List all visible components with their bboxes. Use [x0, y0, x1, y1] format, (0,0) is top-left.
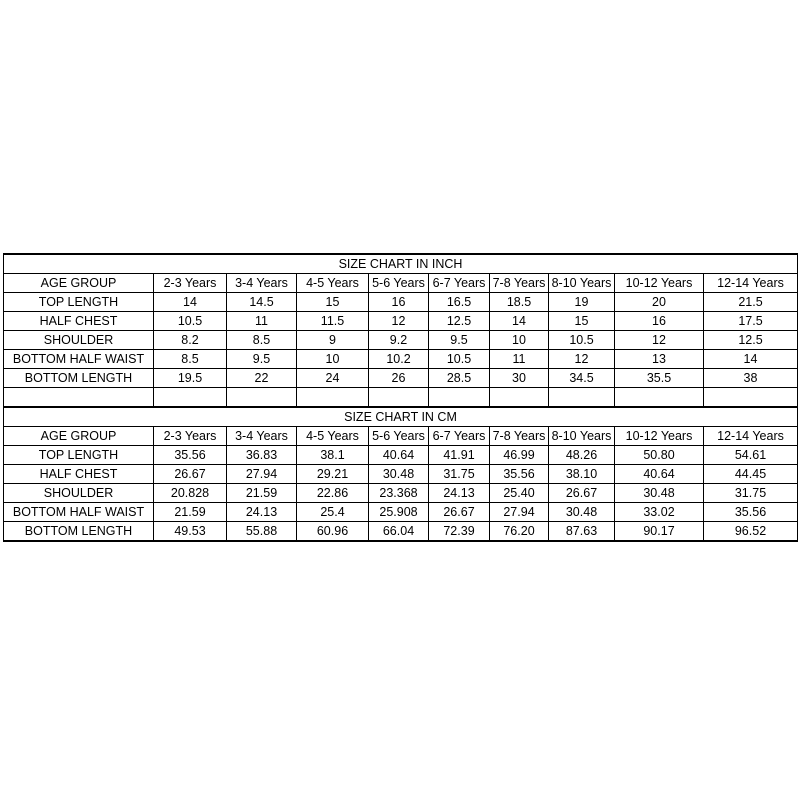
- row-label: HALF CHEST: [4, 312, 154, 331]
- table-cell: 60.96: [297, 522, 369, 542]
- table-cell: 35.56: [154, 446, 227, 465]
- table-cell: 14.5: [227, 293, 297, 312]
- table-cell: 40.64: [615, 465, 704, 484]
- table-cell: 24.13: [429, 484, 490, 503]
- table-cell: 20: [615, 293, 704, 312]
- table-cell: 38: [704, 369, 798, 388]
- table-cell: 25.40: [490, 484, 549, 503]
- table-cell: 9.2: [369, 331, 429, 350]
- table-row: [4, 522, 798, 542]
- table-cell: 26.67: [429, 503, 490, 522]
- header-cell: 8-10 Years: [549, 427, 615, 446]
- separator-cell: [154, 388, 227, 408]
- table-cell: 11: [490, 350, 549, 369]
- row-label: HALF CHEST: [4, 465, 154, 484]
- table-cell: 9.5: [429, 331, 490, 350]
- table-cell: 41.91: [429, 446, 490, 465]
- table-cell: 35.5: [615, 369, 704, 388]
- table-cell: 36.83: [227, 446, 297, 465]
- table-cell: 33.02: [615, 503, 704, 522]
- table-cell: 30.48: [615, 484, 704, 503]
- table-cell: 9: [297, 331, 369, 350]
- table-cell: 15: [549, 312, 615, 331]
- table-cell: 24: [297, 369, 369, 388]
- table-cell: 54.61: [704, 446, 798, 465]
- header-cell: 4-5 Years: [297, 427, 369, 446]
- table-cell: 38.10: [549, 465, 615, 484]
- table-cell: 87.63: [549, 522, 615, 542]
- header-cell: 7-8 Years: [490, 274, 549, 293]
- header-cell: 10-12 Years: [615, 274, 704, 293]
- table-cell: 35.56: [490, 465, 549, 484]
- cm-table-title: SIZE CHART IN CM: [4, 407, 798, 427]
- table-cell: 30.48: [369, 465, 429, 484]
- row-label: BOTTOM HALF WAIST: [4, 503, 154, 522]
- table-cell: 30: [490, 369, 549, 388]
- table-cell: 26.67: [154, 465, 227, 484]
- table-cell: 26: [369, 369, 429, 388]
- header-cell: 2-3 Years: [154, 427, 227, 446]
- table-cell: 11: [227, 312, 297, 331]
- table-cell: 25.4: [297, 503, 369, 522]
- separator-cell: [297, 388, 369, 408]
- header-cell: 6-7 Years: [429, 427, 490, 446]
- table-cell: 26.67: [549, 484, 615, 503]
- table-cell: 11.5: [297, 312, 369, 331]
- table-cell: 8.5: [154, 350, 227, 369]
- cm-header-row: [4, 427, 798, 446]
- table-cell: 50.80: [615, 446, 704, 465]
- table-cell: 10.5: [549, 331, 615, 350]
- table-row: [4, 484, 798, 503]
- table-cell: 12: [369, 312, 429, 331]
- table-cell: 22: [227, 369, 297, 388]
- table-cell: 66.04: [369, 522, 429, 542]
- table-cell: 96.52: [704, 522, 798, 542]
- header-cell: 8-10 Years: [549, 274, 615, 293]
- header-age-group: AGE GROUP: [4, 427, 154, 446]
- table-cell: 10.5: [154, 312, 227, 331]
- table-cell: 14: [490, 312, 549, 331]
- table-cell: 21.59: [227, 484, 297, 503]
- table-cell: 10.2: [369, 350, 429, 369]
- inch-table-title: SIZE CHART IN INCH: [4, 254, 798, 274]
- row-label: BOTTOM LENGTH: [4, 369, 154, 388]
- table-row: [4, 331, 798, 350]
- table-cell: 27.94: [227, 465, 297, 484]
- header-cell: 5-6 Years: [369, 427, 429, 446]
- separator-cell: [227, 388, 297, 408]
- header-cell: 12-14 Years: [704, 427, 798, 446]
- size-chart-table: [3, 253, 798, 542]
- separator-row: [4, 388, 798, 408]
- table-row: [4, 503, 798, 522]
- header-cell: 3-4 Years: [227, 274, 297, 293]
- table-cell: 8.2: [154, 331, 227, 350]
- table-cell: 21.59: [154, 503, 227, 522]
- header-cell: 3-4 Years: [227, 427, 297, 446]
- table-cell: 44.45: [704, 465, 798, 484]
- table-cell: 13: [615, 350, 704, 369]
- cm-title-row: [4, 407, 798, 427]
- table-cell: 16: [615, 312, 704, 331]
- row-label: TOP LENGTH: [4, 293, 154, 312]
- table-cell: 19.5: [154, 369, 227, 388]
- inch-title-row: [4, 254, 798, 274]
- table-cell: 17.5: [704, 312, 798, 331]
- table-row: [4, 369, 798, 388]
- row-label: SHOULDER: [4, 484, 154, 503]
- size-chart: [3, 253, 797, 542]
- table-cell: 19: [549, 293, 615, 312]
- table-cell: 31.75: [429, 465, 490, 484]
- table-cell: 31.75: [704, 484, 798, 503]
- table-cell: 35.56: [704, 503, 798, 522]
- row-label: TOP LENGTH: [4, 446, 154, 465]
- header-cell: 5-6 Years: [369, 274, 429, 293]
- table-cell: 10: [490, 331, 549, 350]
- table-cell: 14: [154, 293, 227, 312]
- table-cell: 12.5: [704, 331, 798, 350]
- table-cell: 15: [297, 293, 369, 312]
- table-cell: 30.48: [549, 503, 615, 522]
- table-cell: 38.1: [297, 446, 369, 465]
- table-cell: 10: [297, 350, 369, 369]
- table-cell: 55.88: [227, 522, 297, 542]
- table-cell: 21.5: [704, 293, 798, 312]
- table-cell: 20.828: [154, 484, 227, 503]
- table-row: [4, 446, 798, 465]
- table-cell: 49.53: [154, 522, 227, 542]
- table-cell: 29.21: [297, 465, 369, 484]
- table-cell: 40.64: [369, 446, 429, 465]
- separator-cell: [549, 388, 615, 408]
- row-label: BOTTOM HALF WAIST: [4, 350, 154, 369]
- separator-cell: [4, 388, 154, 408]
- header-cell: 7-8 Years: [490, 427, 549, 446]
- row-label: SHOULDER: [4, 331, 154, 350]
- table-row: [4, 465, 798, 484]
- header-cell: 6-7 Years: [429, 274, 490, 293]
- table-row: [4, 312, 798, 331]
- table-cell: 28.5: [429, 369, 490, 388]
- table-row: [4, 350, 798, 369]
- separator-cell: [615, 388, 704, 408]
- table-row: [4, 293, 798, 312]
- header-age-group: AGE GROUP: [4, 274, 154, 293]
- table-cell: 8.5: [227, 331, 297, 350]
- table-cell: 12: [615, 331, 704, 350]
- separator-cell: [429, 388, 490, 408]
- separator-cell: [490, 388, 549, 408]
- header-cell: 4-5 Years: [297, 274, 369, 293]
- table-cell: 90.17: [615, 522, 704, 542]
- separator-cell: [704, 388, 798, 408]
- header-cell: 2-3 Years: [154, 274, 227, 293]
- table-cell: 16: [369, 293, 429, 312]
- header-cell: 12-14 Years: [704, 274, 798, 293]
- separator-cell: [369, 388, 429, 408]
- table-cell: 23.368: [369, 484, 429, 503]
- table-cell: 76.20: [490, 522, 549, 542]
- header-cell: 10-12 Years: [615, 427, 704, 446]
- table-cell: 24.13: [227, 503, 297, 522]
- inch-header-row: [4, 274, 798, 293]
- table-cell: 48.26: [549, 446, 615, 465]
- table-cell: 22.86: [297, 484, 369, 503]
- table-cell: 10.5: [429, 350, 490, 369]
- table-cell: 34.5: [549, 369, 615, 388]
- table-cell: 12: [549, 350, 615, 369]
- table-cell: 14: [704, 350, 798, 369]
- table-cell: 12.5: [429, 312, 490, 331]
- table-cell: 18.5: [490, 293, 549, 312]
- table-cell: 72.39: [429, 522, 490, 542]
- table-cell: 27.94: [490, 503, 549, 522]
- row-label: BOTTOM LENGTH: [4, 522, 154, 542]
- table-cell: 9.5: [227, 350, 297, 369]
- table-cell: 46.99: [490, 446, 549, 465]
- table-cell: 16.5: [429, 293, 490, 312]
- table-cell: 25.908: [369, 503, 429, 522]
